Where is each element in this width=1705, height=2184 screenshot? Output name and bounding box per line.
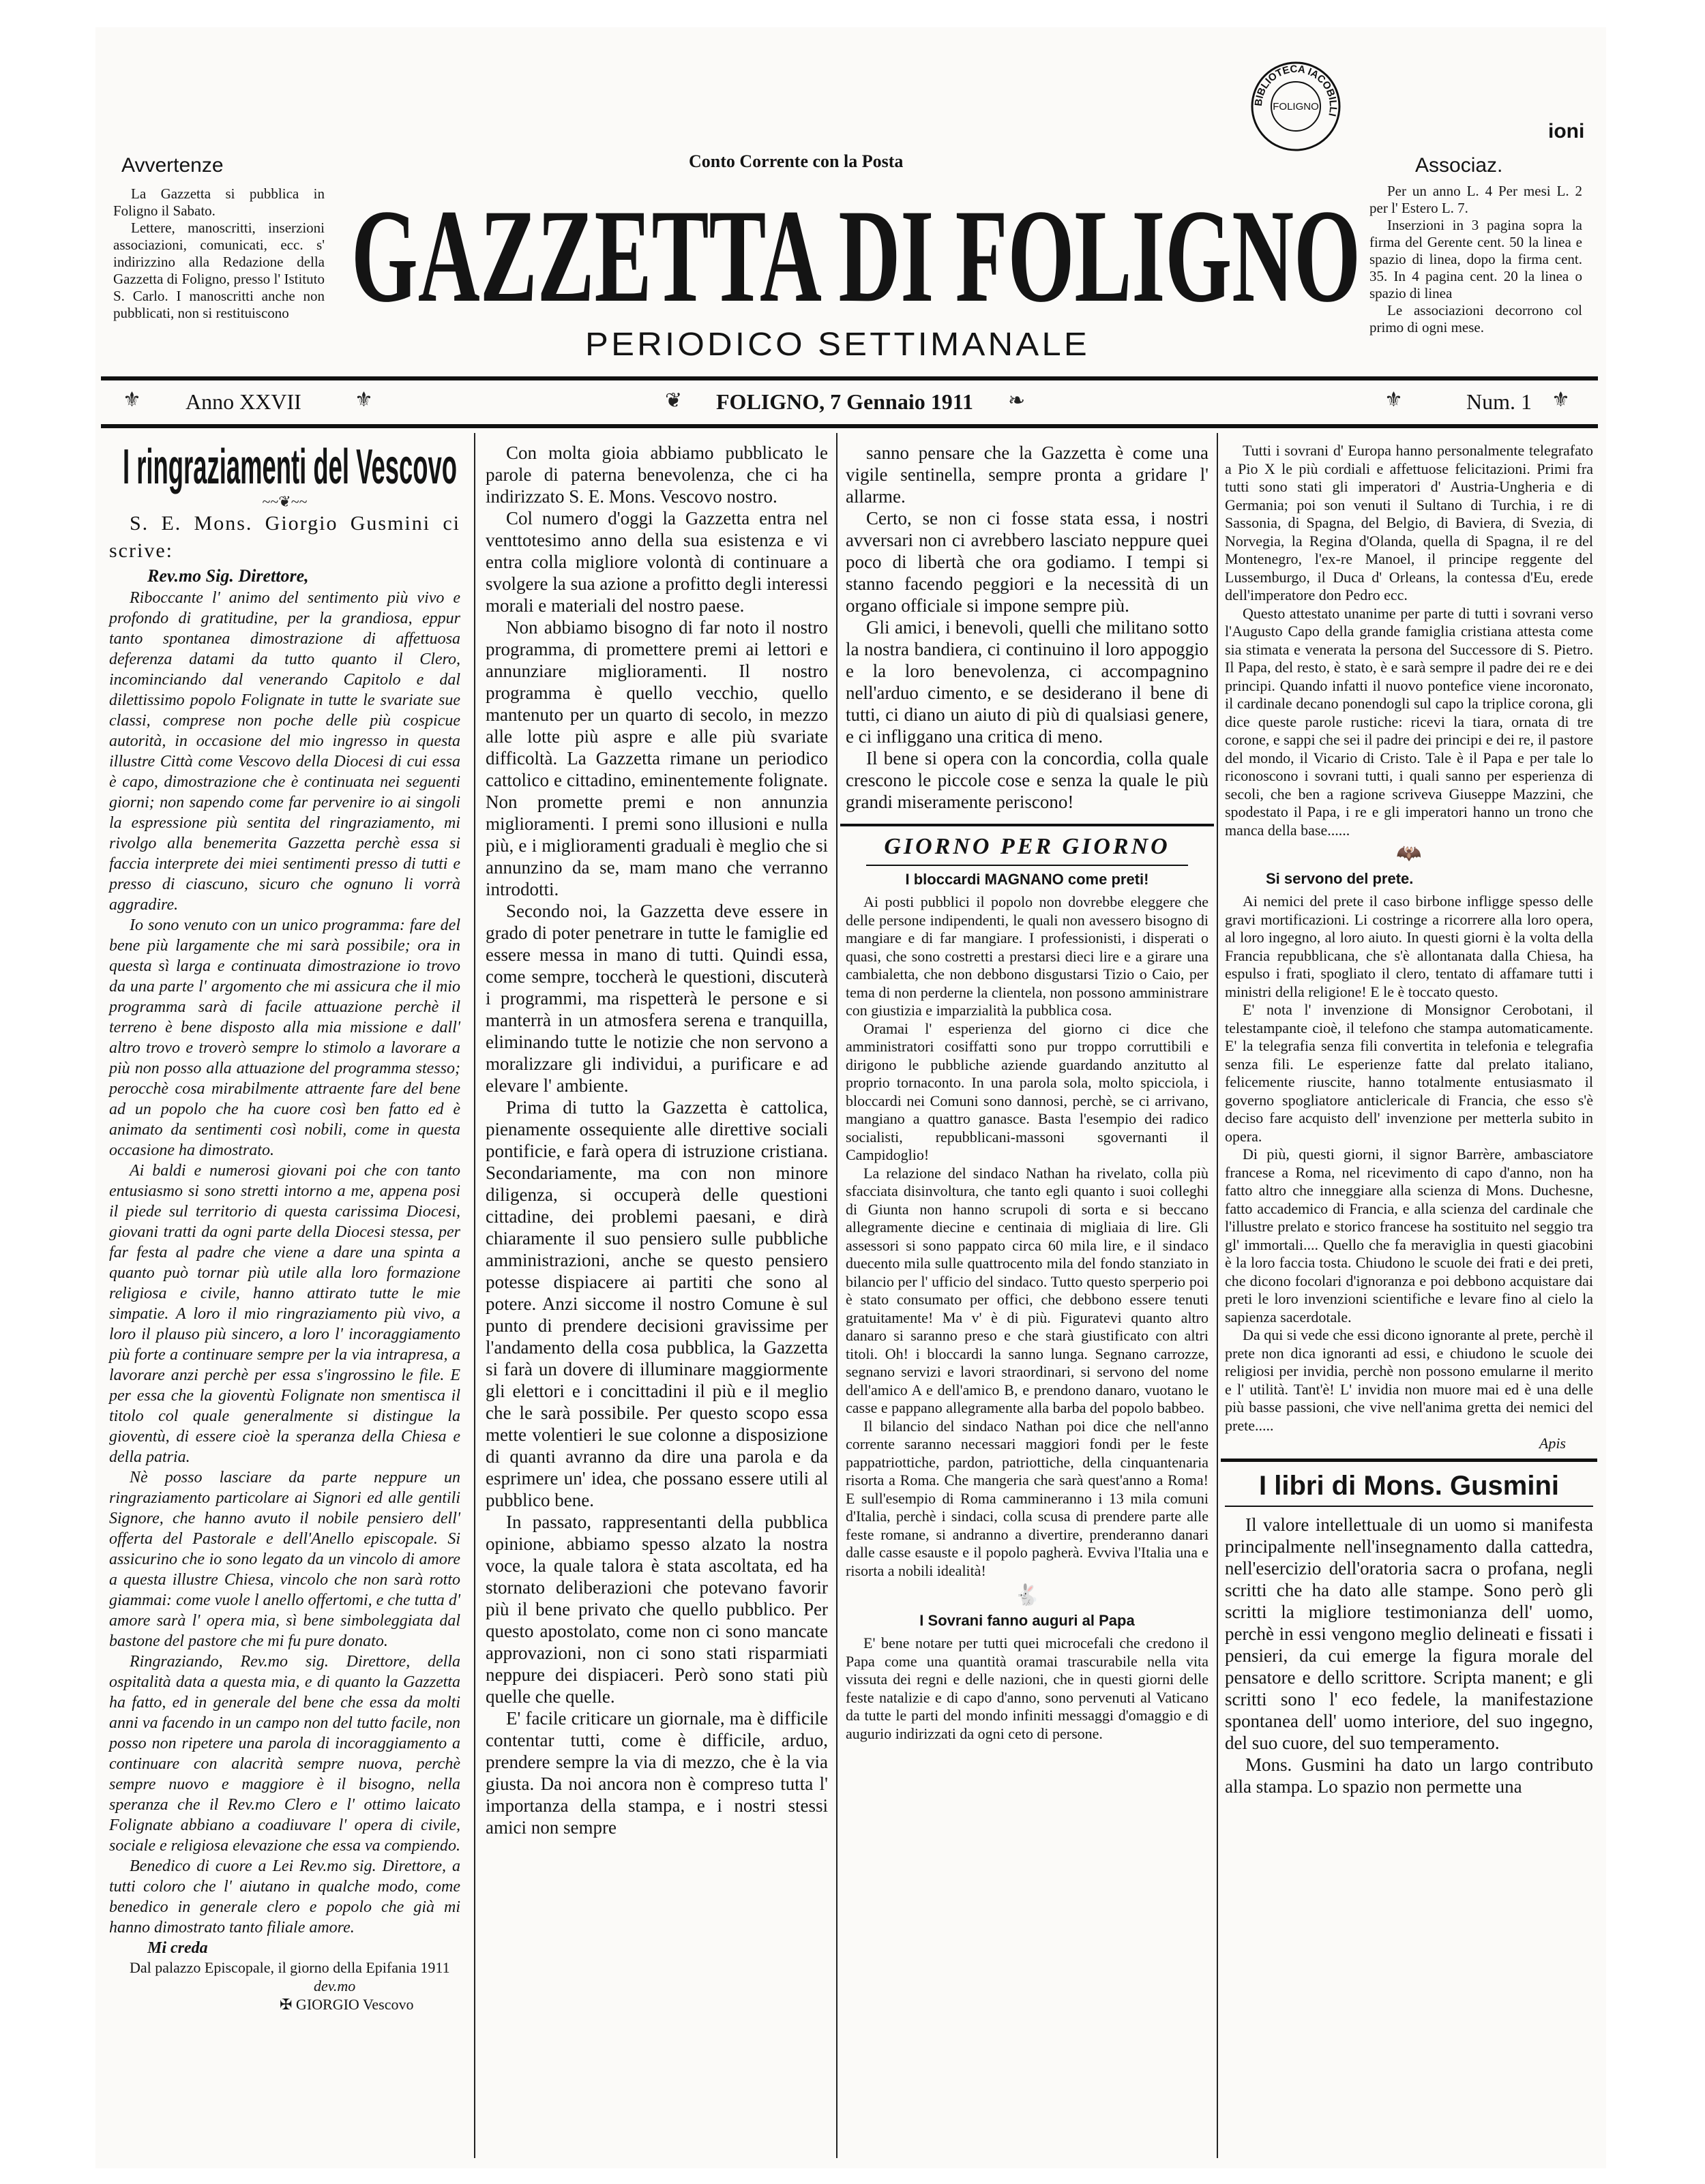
paragraph: Di più, questi giorni, il signor Barrère, ambasciatore francese a Roma, nel ricevimento di capo d'anno, non ha fatto altro che inneggiare alla scienza di Mons. Duchesne, fatto accademico di Francia, e alla scienza del cardinale che l'illustre prelato e storico francese ha sostituito nel seggio tra gl' immortali.... Quello che fa meraviglia in questi giacobini è la loro faccia tosta. Chiudono le scuole dei frati e dei preti, che dicono focolari d'ignoranza e poi debbono acquistare dai preti le loro invenzioni scientifiche e levare fino al cielo la sapienza sacerdotale. [1225, 1146, 1593, 1326]
paragraph: E' facile criticare un giornale, ma è difficile contentar tutti, come è difficile, arduo, prendere sempre la via di mezzo, che è la via giusta. Da noi ancora non è compreso tutta l' importanza della stampa, e i nostri stessi amici non sempre [486, 1708, 828, 1838]
hare-ornament-icon: 🐇 [1014, 1584, 1040, 1606]
column-3 [846, 442, 1209, 1743]
item-title: I Sovrani fanno auguri al Papa [919, 1612, 1135, 1629]
paragraph: Da qui si vede che essi dicono ignorante al prete, perchè il prete non dica ignoranti ad essi, e chiudono le scuole dei religiosi per invidia, perchè non possono emularne il merito e l' utilità. Tant'è! L' invidia non muore mai ed è una delle più basse passioni, che vive nell'anima gretta dei nemici del prete..... [1225, 1326, 1593, 1434]
paragraph: Nè posso lasciare da parte neppure un ringraziamento particolare ai Signori ed alle gentili Signore, che hanno avuto il nobile pensiero dell' offerta del Pastorale e dell'Anello episcopale. Si assicurino che io sono legato da un vincolo di amore a questa illustre Chiesa, vincolo che non sarà rotto giammai: come vuole l anello offertomi, e che tutta d' amore sarà l' opera mia, sì bene simboleggiata dal bastone del pastore che mi fu pure donato. [109, 1469, 460, 1650]
subscriptions-heading-fragment: ioni [1548, 120, 1585, 143]
paragraph: Secondo noi, la Gazzetta deve essere in grado di poter penetrare in tutte le famiglie ed essere messa in mano di tutti. Quindi essa, come sempre, toccherà le questioni, discuterà i programmi, ma rispetterà le persone e si manterrà in un atmosfera serena e tranquilla, eliminando tutte le notizie che non servono a moralizzare gli individui, a purificare e ad elevare l' ambiente. [486, 901, 828, 1096]
paragraph: Ai baldi e numerosi giovani poi che con tanto entusiasmo si sono stretti intorno a me, appena posi il piede sul territorio di questa carissima Diocesi, giovani tratti da ogni parte della Diocesi stessa, per far festa al padre che viene a dare una spinta a quanto può tornar più utile alla loro formazione religiosa e civile, hanno attirato tutte le mie simpatie. A loro il mio ringraziamento più vivo, a loro il plauso più sincero, a loro l' incoraggiamento più forte a continuare sempre per la via intrapresa, a lavorare anzi perchè per essa s'ingrossino le file. E per essa che la gioventù Folignate non smentisca il titolo col quale generalmente si distingue la gioventù, di essere cioè la speranza della Chiesa e della patria. [109, 1162, 460, 1466]
paragraph: Questo attestato unanime per parte di tutti i sovrani verso l'Augusto Capo della grande famiglia cristiana attesta come sia stimata e venerata la persona del Successore di S. Pietro. Il Papa, del resto, è stato, è e sarà sempre il padre dei re e dei principi. Quando infatti il nuovo pontefice viene incoronato, il cardinale decano ponendogli sul capo la triplice corona, gli dice queste parole rustiche: ricevi la tiara, ornata di tre corone, e sappi che sei il padre dei principi e dei re, il pastore del mondo, il Vicario di Cristo. Tale è il Papa e per tale lo riconoscono i sovrani tutti, i quali sanno per esperienza di secoli, che ben a ragione scriveva Giuseppe Mazzini, che spodestato il Papa, i re e gli imperatori hanno un trono che manca della base...... [1225, 604, 1593, 839]
letter-signature: ✠ GIORGIO Vescovo [280, 1996, 414, 2013]
section-underline [866, 865, 1188, 866]
stamp-center-text: FOLIGNO [1273, 101, 1319, 113]
subscription-paragraph: Le associazioni decorrono col primo di ogni mese. [1369, 302, 1582, 335]
notices-heading: Avvertenze [121, 154, 224, 177]
paragraph: Oramai l' esperienza del giorno ci dice che amministratori cosiffatti sono pur troppo corruttibili e dirigono le pubbliche aziende guardando anzitutto al proprio tornaconto. In una parola sola, molto spicciola, i bloccardi nei Comuni sono dannosi, perchè, se ci arrivano, mangiano a quattro ganasce. Basta l'esempio dei radico socialisti, repubblicani-massoni sgovernanti il Campidoglio! [846, 1019, 1209, 1163]
issue-number: Num. 1 [1466, 389, 1532, 414]
postal-account-note: Conto Corrente con la Posta [689, 151, 904, 171]
paragraph: Ringraziando, Rev.mo sig. Direttore, della ospitalità data a questa mia, e di quanto la Gazzetta ha fatto, ed in generale del bene che essa da molti anni va facendo in un campo non del tutto facile, non posso non ripetere una parola di incoraggiamento a continuare con alacrità sempre nuova, perchè sempre nuovo e maggiore è il bisogno, nella speranza che il Rev.mo Clero e l' ottimo laicato Folignate abbiano a coadiuvare l' opera di civile, sociale e religiosa elevazione che essa va compiendo. [109, 1653, 460, 1855]
year-label: Anno XXVII [186, 389, 301, 414]
section-title: GIORNO PER GIORNO [884, 834, 1170, 859]
column-4 [1225, 442, 1593, 1797]
paragraph: Col numero d'oggi la Gazzetta entra nel venttotesimo anno della sua esistenza e vi entra colla migliore volontà di continuare a svolgere la sua azione a profitto degli interessi morali e materiali del nostro paese. [486, 508, 828, 616]
dateline: FOLIGNO, 7 Gennaio 1911 [716, 389, 973, 414]
column-1 [109, 494, 460, 2014]
masthead-rule-bottom [101, 424, 1598, 428]
paragraph: sanno pensare che la Gazzetta è come una vigile sentinella, sempre pronta a gridare l' allarme. [846, 443, 1209, 507]
letter-closing: Mi creda [147, 1939, 208, 1957]
paragraph: Riboccante l' animo del sentimento più vivo e profondo di gratitudine, per la grandiosa, eppur tanto spontanea dimostrazione di affettuosa deferenza datami da tutto quanto il Clero, incominciando dal venerando Capitolo e dal dilettissimo popolo Folignate in tutte le svariate sue classi, comprese non poche delle più cospicue autorità, in occasione del mio ingresso in questa illustre Città come Vescovo della Diocesi di cui essa è capo, dimostrazione che è continuata nei seguenti giorni; non sapendo come far pervenire io ai singoli la espressione più sentita del ringraziamento, mi rivolgo alla benemerita Gazzetta perchè essa si faccia interprete dei miei sentimenti presso di tutti e presso di ciascuno, sicuro che ognuno li vorrà aggradire. [109, 589, 460, 914]
letter-intro: S. E. Mons. Giorgio Gusmini ci scrive: [109, 512, 460, 562]
notice-paragraph: La Gazzetta si pubblica in Foligno il Sabato. [113, 185, 325, 219]
paragraph: Tutti i sovrani d' Europa hanno personalmente telegrafato a Pio X le più cordiali e affettuose felicitazioni. Primi fra tutti sono stati gli imperatori d' Austria-Ungheria e di Germania; poi son venuti il Sultano di Turchia, i re di Sassonia, di Spagna, del Belgio, di Baviera, di Svezia, di Norvegia, la Regina d'Olanda, quella di Spagna, il re del Montenegro, l'ex-re Manoel, il principe reggente del Lussemburgo, il Duca d' Orleans, la contessa d'Eu, erede dell'imperatore don Pedro ecc. [1225, 442, 1593, 603]
fleuron-icon: ❦ [665, 389, 683, 412]
ornament-icon: ~~❦~~ [262, 493, 308, 510]
paragraph: Ai posti pubblici il popolo non dovrebbe eleggere che delle persone indipendenti, le quali non avessero bisogno di mangiare e di far mangiare. I professionisti, i disperati o quasi, che sono costretti a prestarsi dieci lire e a girare una cambialetta, che non debbono disgustarsi Tizio o Caio, per tema di non perderne la clientela, non possono amministrare con giustizia e imparzialità la pubblica cosa. [846, 893, 1209, 1019]
fleuron-icon: ⚜ [123, 389, 141, 411]
notice-paragraph: Lettere, manoscritti, inserzioni associazioni, comunicati, ecc. s' indirizzino alla Redazione della Gazzetta di Foligno, presso l' Istituto S. Carlo. I manoscritti anche non pubblicati, non si restituiscono [113, 220, 325, 321]
subscriptions-heading: Associaz. [1415, 154, 1503, 177]
section-rule [840, 824, 1214, 826]
bat-ornament-icon: 🦇 [1396, 842, 1422, 865]
masthead-title: GAZZETTA DI FOLIGNO [351, 182, 1361, 330]
fleuron-icon: ⚜ [1552, 389, 1570, 411]
paragraph: Prima di tutto la Gazzetta è cattolica, pienamente ossequiente alle direttive sociali pontificie, e farà opera di istruzione cristiana. Secondariamente, ma con non minore diligenza, si occuperà delle questioni cittadine, dei problemi paesani, e dirà chiaramente il suo pensiero sulle pubbliche amministrazioni, anche se questo pensiero potesse dispiacere ai partiti che sono al potere. Anzi siccome il nostro Comune è sul punto di prendere decisioni gravissime per l'andamento della cosa pubblica, la Gazzetta si farà un dovere di illuminare maggiormente gli elettori e i concittadini il più e il meglio che le sarà possibile. Per questo scopo essa mette volentieri le sue colonne a disposizione di quanti avranno da dire una parola e da esprimere un' idea, che possano essere utili al pubblico bene. [486, 1097, 828, 1510]
paragraph: E' bene notare per tutti quei microcefali che credono il Papa come una quantità oramai trascurabile nella vita vissuta dei regni e delle nazioni, che in questi giorni delle feste natalizie e di capo d'anno, sono pervenuti al Vaticano da tutte le parti del mondo infiniti messaggi d'omaggio e di augurio indirizzati da ogni ceto di persone. [846, 1634, 1209, 1742]
stamp-ring-text: BIBLIOTECA IACOBILLI [1252, 63, 1339, 118]
paragraph: Benedico di cuore a Lei Rev.mo sig. Direttore, a tutti coloro che l' aiutano in qualche modo, come benedico in generale clero e popolo che già mi hanno dimostrato tanto filiale amore. [109, 1857, 460, 1936]
fleuron-icon: ⚜ [355, 389, 373, 411]
fleuron-icon: ⚜ [1384, 389, 1403, 411]
subscriptions-block [1369, 183, 1582, 336]
column-2 [486, 442, 828, 1838]
paragraph: La relazione del sindaco Nathan ha rivelato, colla più sfacciata disinvoltura, che tanto egli quanto i suoi colleghi di Giunta non hanno scrupoli di sorta e si beccano allegramente diecine e centinaia di migliaia di lire. Gli assessori si sono pappato circa 60 mila lire, e il sindaco duecento mila sulle quattrocento mila del fondo stanziato in bilancio per l' ufficio del sindaco. Tutto questo sperperio poi è stato consumato per offici, che debbono essere tenuti gratuitamente! Ma v' è di più. Figuratevi quanto altro danaro si saranno preso e che starà giustificato con altri titoli. Oh! i bloccardi la sanno lunga. Segnano carrozze, segnano servizi e lavori straordinari, si servono del nome dell'amico A e dell'amico B, e prendono danaro, vuotano le casse e pappano allegramente alla barba del popolo babbeo. [846, 1164, 1209, 1416]
paragraph: Il bene si opera con la concordia, colla quale crescono le piccole cose e senza la quale le più grandi miseramente periscono! [846, 748, 1209, 812]
masthead-rule-top [101, 376, 1598, 380]
column-rule [836, 433, 837, 2158]
paragraph: Il valore intellettuale di un uomo si manifesta principalmente nell'insegnamento dalla cattedra, nell'esercizio dell'oratoria sacra o profana, negli scritti che ha dato alle stampe. Sono però gli scritti la migliore testimonianza dell' uomo, perchè in essi vengono meglio delineati e fissati i pensieri, da cui emerge la figura morale del pensatore e dello scrittore. Scripta manent; e gli scritti sono l' eco fedele, la manifestazione spontanea dell' uomo interiore, del suo ingegno, del suo cuore, del suo temperamento. [1225, 1514, 1593, 1753]
paragraph: Io sono venuto con un unico programma: fare del bene più largamente che mi sarà possibile; ora in questa sì larga e continuata dimostrazione io trovo da una parte l' argomento che mi assicura che il mio programma sarà di facile attuazione perchè il terreno è bene disposto alla mia missione e dall' altro trovo e troverò sempre lo stimolo a lavorare a più non posso alla attuazione del programma stesso; perocchè cosa mirabilmente attraente fare del bene ad un popolo che ha cuore così ben fatto ed è animato da sentimenti così nobili, come in questa occasione ha dimostrato. [109, 916, 460, 1159]
masthead-subtitle: PERIODICO SETTIMANALE [585, 327, 1090, 363]
item-signature: Apis [1539, 1435, 1566, 1452]
column-rule [1217, 433, 1218, 2158]
section-rule [1221, 1459, 1597, 1462]
column-rule [474, 433, 475, 2158]
notices-block [113, 185, 325, 322]
masthead-subtitle-box [585, 327, 1090, 363]
paragraph: Con molta gioia abbiamo pubblicato le parole di paterna benevolenza, che ci ha indirizzato S. E. Mons. Vescovo nostro. [486, 443, 828, 507]
paragraph: In passato, rappresentanti della pubblica opinione, abbiamo spesso alzato la nostra voce, la quale talora è stata ascoltata, ed ha stornato deliberazioni che potevano favorir più il bene privato che quello pubblico. Per questo apostolato, come non ci sono mancate approvazioni, non ci sono stati risparmiati neppure dei dispiaceri. Però sono stati più quelle che quelle. [486, 1512, 828, 1707]
subscription-paragraph: Per un anno L. 4 Per mesi L. 2 per l' Estero L. 7. [1369, 183, 1582, 216]
item-title: I bloccardi MAGNANO come preti! [905, 871, 1149, 888]
paragraph: Gli amici, i benevoli, quelli che militano sotto la nostra bandiera, ci continuino il loro appoggio e la loro benevolenza, ci accompagnino nell'arduo cimento, e se desiderano il bene di tutti, ci diano un aiuto di più di qualsiasi genere, e ci infliggano una critica di meno. [846, 617, 1209, 747]
paragraph: Certo, se non ci fosse stata essa, i nostri avversari non ci avrebbero lasciato neppure quei poco di libertà che ora godiamo. I tempi si stanno facendo peggiori e la necessità di un organo officiale si impone sempre più. [846, 508, 1209, 616]
letter-salutation: Rev.mo Sig. Direttore, [147, 566, 309, 586]
title-rule [1225, 1506, 1593, 1507]
item-title: Si servono del prete. [1266, 870, 1414, 887]
paragraph: Ai nemici del prete il caso birbone infligge spesso delle gravi mortificazioni. Li costringe a ricorrere alla loro opera, al loro ingegno, al loro aiuto. In questi giorni è la volta della Francia repubblicana, che s'è allontanata dalla Chiesa, ha espulso i frati, spogliato il clero, tentato di affamare tutti i ministri della religione! E le è toccato questo. [1225, 893, 1593, 1000]
paragraph: Il bilancio del sindaco Nathan poi dice che nell'anno corrente saranno necessari maggiori fondi per le feste pappatriottiche, pardon, patriottiche, della cinquantenaria risorta a Roma. Che mangeria che sarà quest'anno a Roma! E sull'esempio di Roma cammineranno i 13 mila comuni d'Italia, perchè i sindaci, colla scusa di prendere parte alle feste romane, si andranno a divertire, prenderanno danari dalle casse esauste e il popolo pagherà. Evviva l'Italia una e risorta a nobili idealità! [846, 1417, 1209, 1579]
paragraph: Mons. Gusmini ha dato un largo contributo alla stampa. Lo spazio non permette una [1225, 1754, 1593, 1797]
article-title: I libri di Mons. Gusmini [1258, 1470, 1560, 1501]
library-stamp [1249, 60, 1342, 153]
subscription-paragraph: Inserzioni in 3 pagina sopra la firma del Gerente cent. 50 la linea e spazio di linea, dopo la firma cent. 35. In 4 pagina cent. 20 la linea o spazio di linea [1369, 217, 1582, 301]
paragraph: E' nota l' invenzione di Monsignor Cerobotani, il telestampante cioè, il telefono che stampa automaticamente. E' la telegrafia senza fili convertita in telefonia e telegrafia senza fili. Le esperienze fatte dal prelato italiano, felicemente riuscite, hanno totalmente entusiasmato il governo spogliatore anticlericale di Francia, che esso s'è deciso fare acquisto dell' invenzione per metterla subito in opera. [1225, 1001, 1593, 1145]
paragraph: Non abbiamo bisogno di far noto il nostro programma, di promettere premi ai lettori e annunziare miglioramenti. Il nostro programma è quello vecchio, quello mantenuto per un quarto di secolo, in mezzo alle lotte più aspre e alle più svariate difficoltà. La Gazzetta rimane un periodico cattolico e cittadino, eminentemente folignate. Non promette premi e non annunzia miglioramenti. I premi sono illusioni e nulla più, e i miglioramenti graduali è meglio che si annunzino da se, mam mano che verranno introdotti. [486, 617, 828, 899]
letter-dateline: Dal palazzo Episcopale, il giorno della Epifania 1911 [130, 1959, 450, 1976]
article-title: I ringraziamenti del Vescovo [123, 440, 457, 494]
letter-devmo: dev.mo [314, 1977, 356, 1994]
fleuron-icon: ❧ [1008, 389, 1026, 412]
